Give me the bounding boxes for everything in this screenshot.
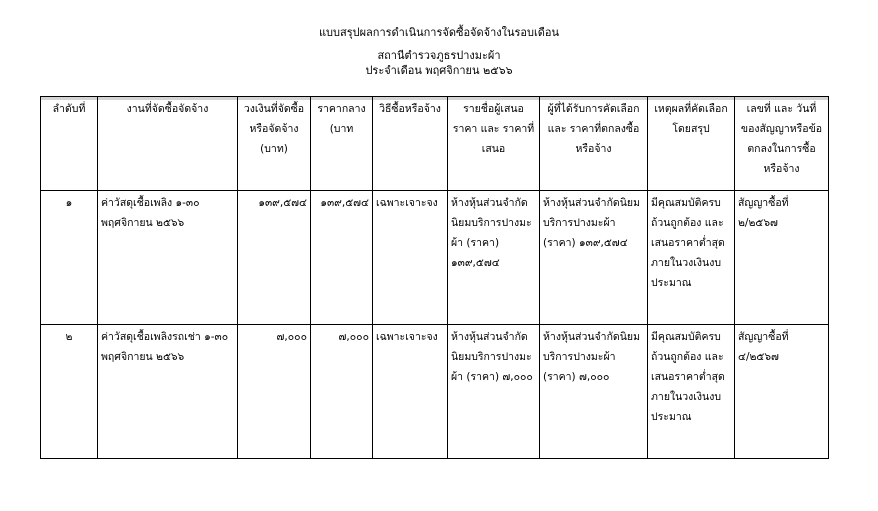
cell-reason: มีคุณสมบัติครบถ้วนถูกต้อง และ เสนอราคาต่ำสุดภายในวงเงินงบประมาณ xyxy=(648,191,735,325)
cell-selected: ห้างหุ้นส่วนจำกัดนิยมบริการปางมะผ้า (ราคา) ๗,๐๐๐ xyxy=(540,325,648,459)
cell-method: เฉพาะเจาะจง xyxy=(373,191,448,325)
cell-method: เฉพาะเจาะจง xyxy=(373,325,448,459)
cell-item: ค่าวัสดุเชื้อเพลิง ๑-๓๐ พฤศจิกายน ๒๕๖๖ xyxy=(98,191,238,325)
col-header-selected: ผู้ที่ได้รับการคัดเลือกและ ราคาที่ตกลงซื้อหรือจ้าง xyxy=(540,97,648,191)
cell-reason: มีคุณสมบัติครบถ้วนถูกต้อง และ เสนอราคาต่ำสุดภายในวงเงินงบประมาณ xyxy=(648,325,735,459)
cell-budget: ๗,๐๐๐ xyxy=(238,325,311,459)
col-header-bidders: รายชื่อผู้เสนอราคา และ ราคาที่เสนอ xyxy=(448,97,540,191)
col-header-budget: วงเงินที่จัดซื้อหรือจัดจ้าง (บาท) xyxy=(238,97,311,191)
cell-contract: สัญญาซื้อที่ ๒/๒๕๖๗ xyxy=(735,191,829,325)
cell-item: ค่าวัสดุเชื้อเพลิงรถเช่า ๑-๓๐ พฤศจิกายน ๒๕๖๖ xyxy=(98,325,238,459)
report-month: ประจำเดือน พฤศจิกายน ๒๕๖๖ xyxy=(365,64,513,77)
procurement-summary-table xyxy=(40,96,829,459)
cell-budget: ๑๓๙,๕๗๔ xyxy=(238,191,311,325)
cell-no: ๒ xyxy=(41,325,98,459)
col-header-method: วิธีซื้อหรือจ้าง xyxy=(373,97,448,191)
cell-bidders: ห้างหุ้นส่วนจำกัดนิยมบริการปางมะผ้า (ราคา) ๑๓๙,๕๗๔ xyxy=(448,191,540,325)
report-title: แบบสรุปผลการดำเนินการจัดซื้อจัดจ้างในรอบเดือน xyxy=(318,26,560,39)
cell-median-price: ๗,๐๐๐ xyxy=(311,325,373,459)
table-row xyxy=(41,191,829,325)
cell-contract: สัญญาซื้อที่ ๔/๒๕๖๗ xyxy=(735,325,829,459)
col-header-item: งานที่จัดซื้อจัดจ้าง xyxy=(98,97,238,191)
col-header-median-price: ราคากลาง (บาท xyxy=(311,97,373,191)
cell-selected: ห้างหุ้นส่วนจำกัดนิยมบริการปางมะผ้า (ราคา) ๑๓๙,๕๗๔ xyxy=(540,191,648,325)
table-header-row xyxy=(41,97,829,191)
table-row xyxy=(41,325,829,459)
col-header-contract: เลขที่ และ วันที่ของสัญญาหรือข้อตกลงในการซื้อหรือจ้าง xyxy=(735,97,829,191)
cell-median-price: ๑๓๙,๕๗๔ xyxy=(311,191,373,325)
col-header-reason: เหตุผลที่คัดเลือกโดยสรุป xyxy=(648,97,735,191)
cell-bidders: ห้างหุ้นส่วนจำกัดนิยมบริการปางมะผ้า (ราคา) ๗,๐๐๐ xyxy=(448,325,540,459)
station-name: สถานีตำรวจภูธรปางมะผ้า xyxy=(377,49,501,62)
cell-no: ๑ xyxy=(41,191,98,325)
col-header-no: ลำดับที่ xyxy=(41,97,98,191)
